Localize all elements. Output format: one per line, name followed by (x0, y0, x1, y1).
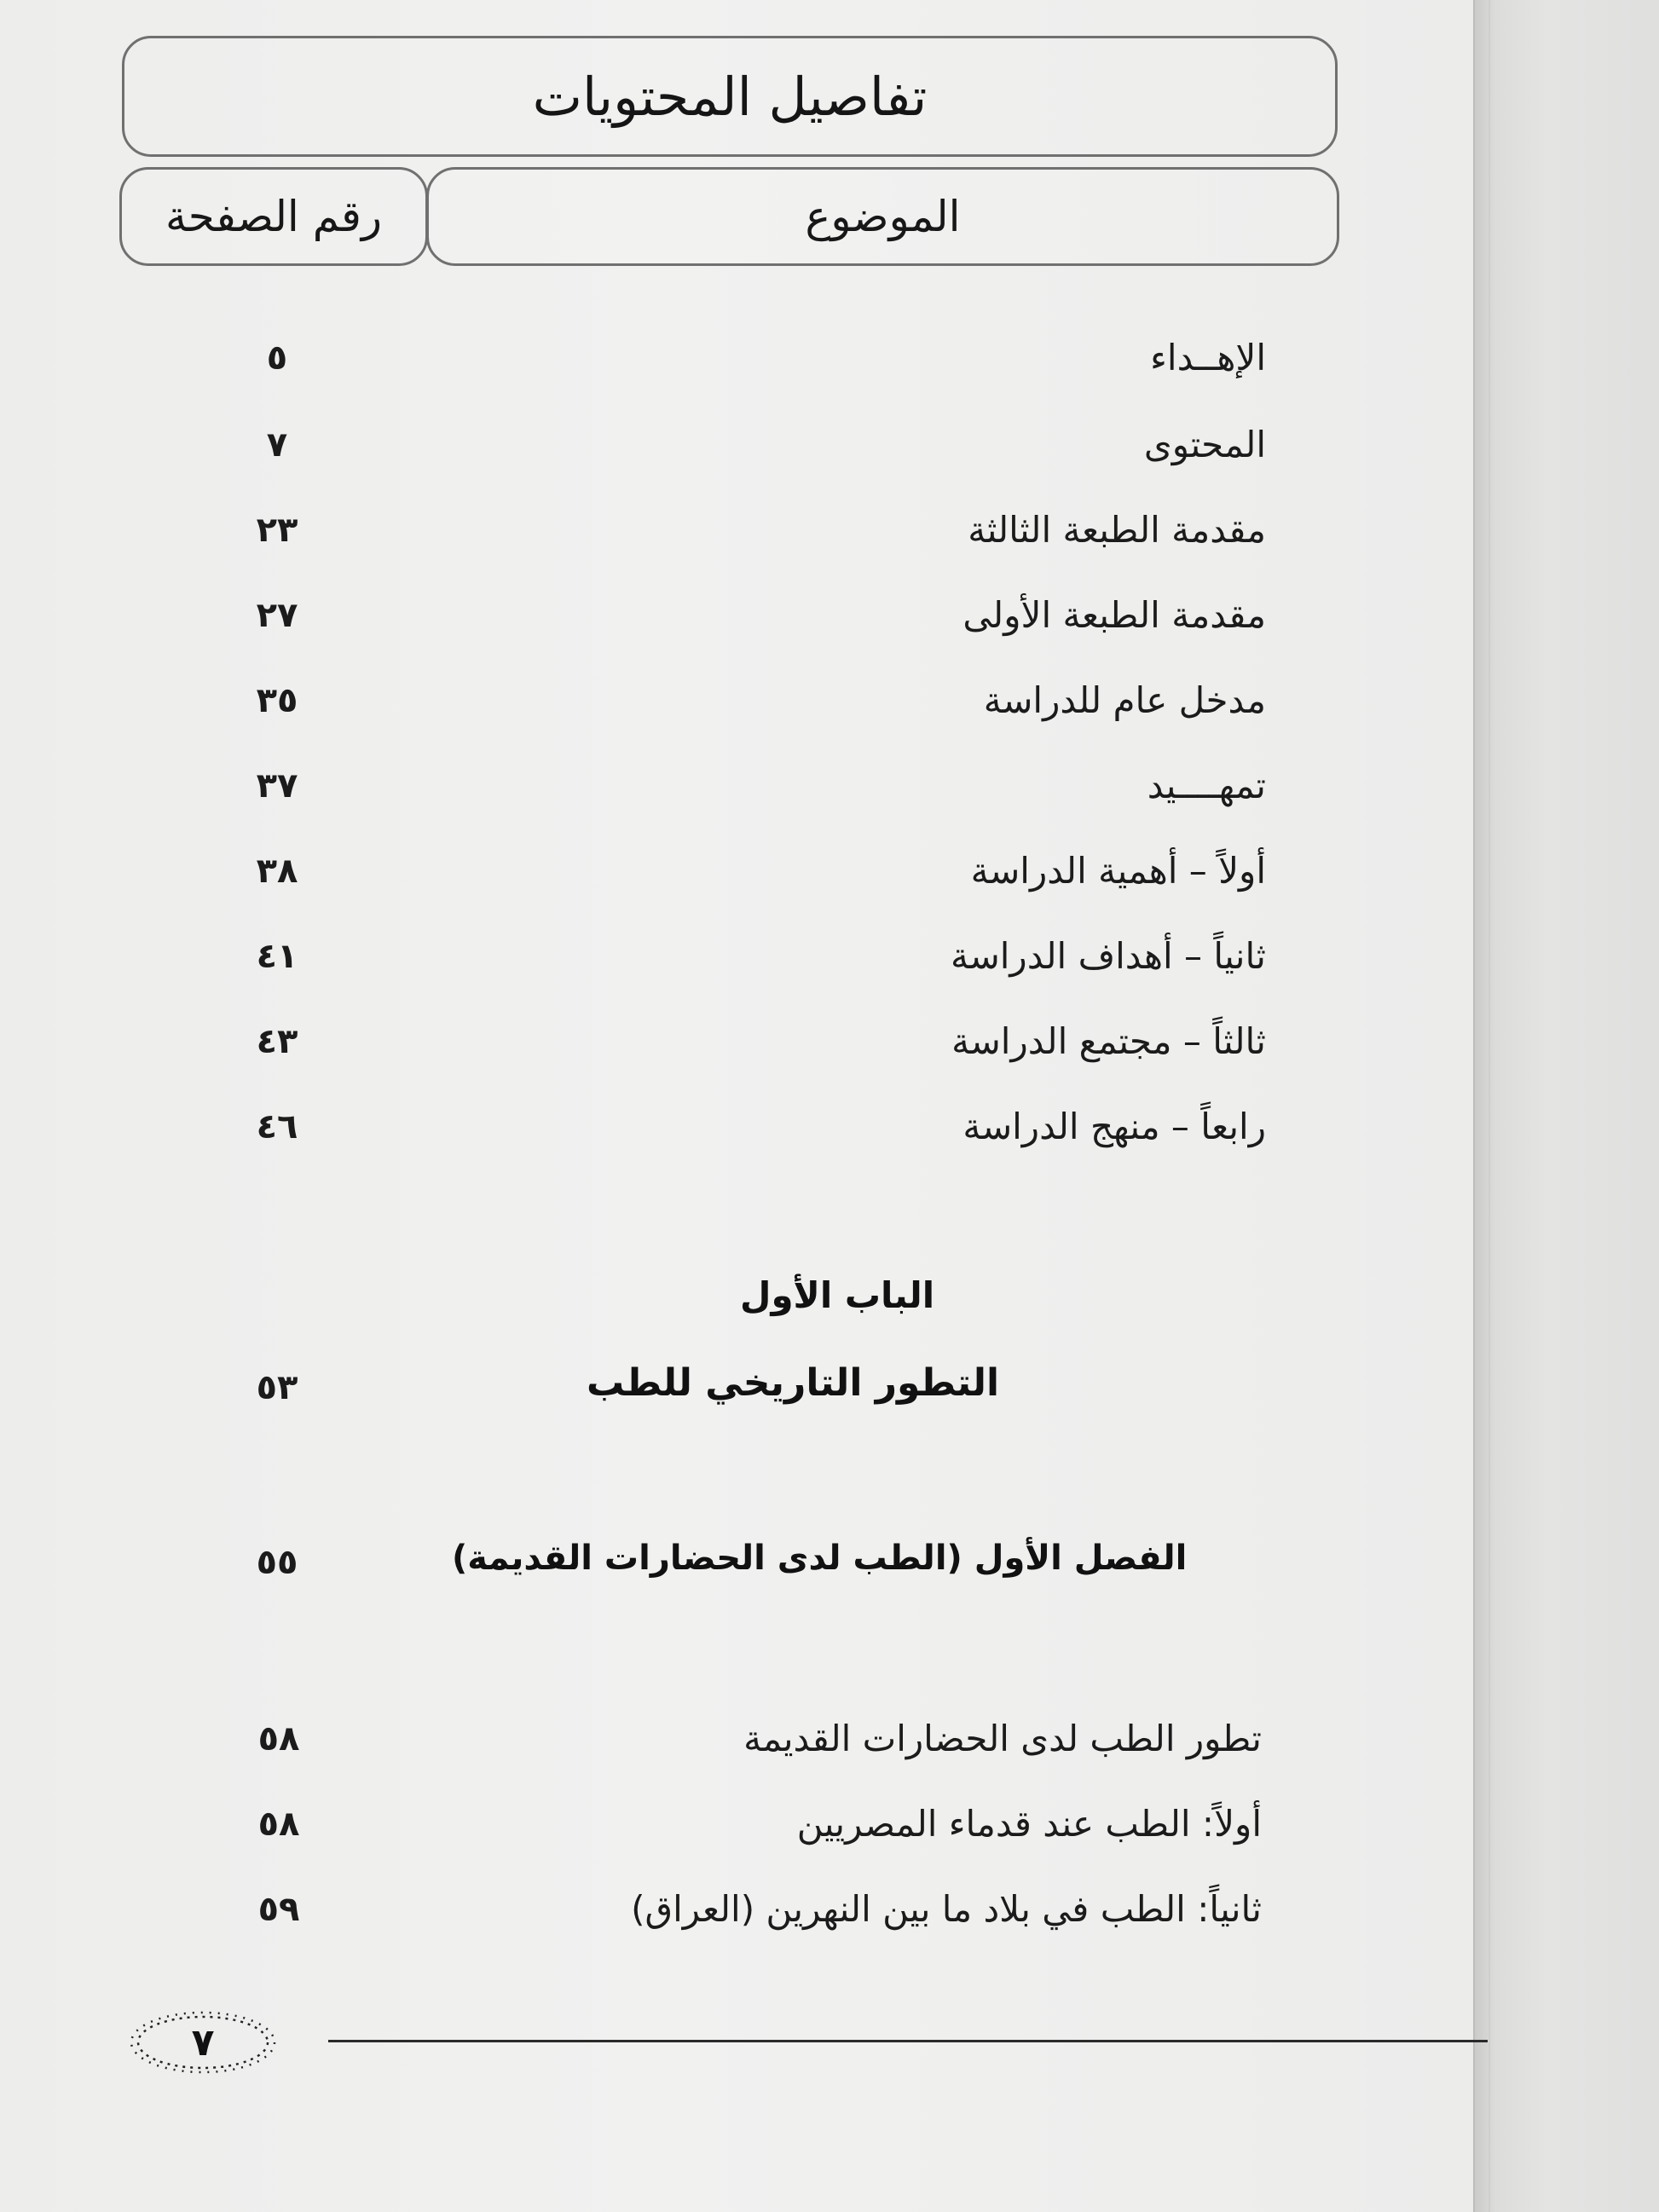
facing-page-edge (1473, 0, 1659, 2212)
toc-entry-title: أولاً: الطب عند قدماء المصريين (796, 1803, 1262, 1845)
page-number-header-label: رقم الصفحة (165, 192, 383, 241)
toc-entry-title: تطور الطب لدى الحضارات القديمة (743, 1718, 1262, 1759)
toc-entry-title: مقدمة الطبعة الأولى (962, 594, 1266, 636)
page-number-header (119, 167, 428, 266)
toc-entry-page: ٢٧ (256, 596, 298, 635)
toc-entry (0, 1875, 1473, 1943)
toc-entry (0, 581, 1473, 650)
toc-entry-title: أولاً – أهمية الدراسة (970, 850, 1266, 892)
toc-entry-page: ٥ (266, 338, 288, 378)
toc-entry-page: ٥٨ (257, 1805, 300, 1844)
part-page: ٥٣ (256, 1368, 298, 1407)
toc-entry-title: المحتوى (1143, 424, 1266, 465)
toc-entry-title: ثالثاً – مجتمع الدراسة (951, 1020, 1266, 1062)
toc-entry-title: تمهــــيد (1147, 765, 1266, 806)
toc-entry-title: مدخل عام للدراسة (983, 679, 1266, 721)
toc-entry-page: ٥٩ (257, 1890, 300, 1929)
contents-title-box (122, 36, 1338, 157)
page-fold-shadow (1488, 0, 1490, 2212)
toc-entry-title: ثانياً: الطب في بلاد ما بين النهرين (العراق) (631, 1888, 1262, 1930)
toc-entry (0, 922, 1473, 990)
chapter-title: الفصل الأول (الطب لدى الحضارات القديمة) (452, 1539, 1188, 1578)
toc-entry (0, 752, 1473, 820)
folio-number: ٧ (191, 2020, 215, 2065)
toc-entry (0, 1008, 1473, 1076)
footer-rule (328, 2040, 1488, 2042)
page-folio (128, 2010, 278, 2075)
toc-entry (0, 1705, 1473, 1773)
page-fold-line (1473, 0, 1475, 2212)
toc-entry (0, 496, 1473, 564)
toc-entry-page: ٢٣ (256, 511, 298, 550)
contents-title: تفاصيل المحتويات (532, 65, 928, 128)
toc-entry-page: ٥٨ (257, 1719, 300, 1759)
part-label: الباب الأول (740, 1274, 935, 1316)
toc-entry-page: ٧ (266, 425, 288, 465)
chapter-page: ٥٥ (256, 1543, 298, 1582)
toc-entry (0, 837, 1473, 905)
toc-entry-page: ٤١ (256, 937, 298, 976)
toc-entry (0, 411, 1473, 479)
toc-entry (0, 1093, 1473, 1161)
part-title: التطور التاريخي للطب (587, 1361, 1000, 1405)
toc-entry-title: رابعاً – منهج الدراسة (962, 1106, 1266, 1147)
toc-entry-title: ثانياً – أهداف الدراسة (951, 935, 1266, 977)
toc-entry-page: ٤٣ (256, 1022, 298, 1061)
toc-entry-title: الإهــداء (1150, 337, 1266, 378)
toc-entry-page: ٣٨ (256, 852, 298, 891)
toc-entry-page: ٣٧ (256, 766, 298, 806)
toc-entry-page: ٤٦ (256, 1107, 298, 1146)
topic-header-label: الموضوع (805, 192, 961, 241)
toc-entry (0, 667, 1473, 735)
toc-entry (0, 1790, 1473, 1858)
topic-header (426, 167, 1339, 266)
toc-entry-title: مقدمة الطبعة الثالثة (968, 509, 1266, 551)
toc-entry-page: ٣٥ (256, 681, 298, 720)
toc-entry (0, 324, 1473, 392)
